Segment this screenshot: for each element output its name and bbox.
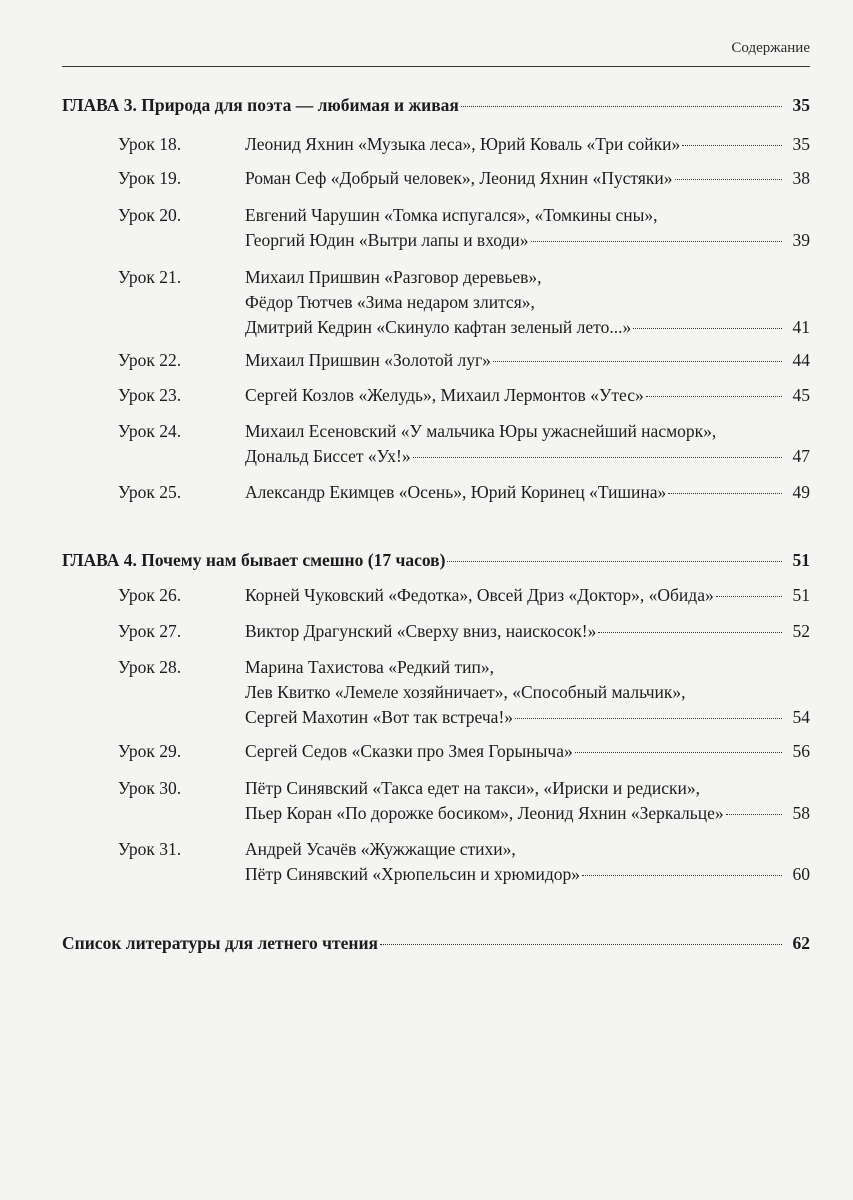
dot-leader bbox=[582, 875, 782, 876]
lesson-title-line: Лев Квитко «Лемеле хозяйничает», «Способный мальчик», bbox=[245, 682, 686, 702]
lesson-number: Урок 26. bbox=[118, 585, 182, 605]
lesson-29-entry[interactable] bbox=[62, 739, 810, 764]
lesson-number: Урок 19. bbox=[118, 168, 182, 188]
page-number: 54 bbox=[792, 707, 810, 727]
lesson-25-entry[interactable] bbox=[62, 480, 810, 505]
dot-leader bbox=[413, 457, 782, 458]
lesson-number: Урок 27. bbox=[118, 621, 182, 641]
lesson-title: Сергей Седов «Сказки про Змея Горыныча» bbox=[245, 741, 573, 761]
lesson-title: Сергей Козлов «Желудь», Михаил Лермонтов «Утес» bbox=[245, 385, 644, 405]
lesson-number: Урок 22. bbox=[118, 350, 182, 370]
lesson-23-entry[interactable] bbox=[62, 383, 810, 408]
page-number: 45 bbox=[792, 385, 810, 405]
lesson-title-line: Георгий Юдин «Вытри лапы и входи» bbox=[245, 230, 529, 250]
lesson-title-line: Пётр Синявский «Хрюпельсин и хрюмидор» bbox=[245, 864, 580, 884]
page-number: 39 bbox=[792, 230, 810, 250]
lesson-27-entry[interactable] bbox=[62, 619, 810, 644]
page-number: 47 bbox=[792, 446, 810, 466]
running-header: Содержание bbox=[731, 40, 810, 56]
lesson-title-line: Пётр Синявский «Такса едет на такси», «Ириски и редиски», bbox=[245, 778, 700, 798]
reading-list-title: Список литературы для летнего чтения bbox=[62, 933, 379, 953]
chapter-title: ГЛАВА 3. Природа для поэта — любимая и живая bbox=[62, 95, 459, 115]
lesson-31-entry[interactable] bbox=[62, 837, 810, 887]
lesson-title: Виктор Драгунский «Сверху вниз, наискосок!» bbox=[245, 621, 597, 641]
lesson-number: Урок 24. bbox=[118, 421, 182, 441]
lesson-title-line: Михаил Пришвин «Разговор деревьев», bbox=[245, 267, 542, 287]
lesson-21-entry[interactable] bbox=[62, 265, 810, 340]
page-number: 38 bbox=[792, 168, 810, 188]
dot-leader bbox=[646, 396, 782, 397]
lesson-title: Александр Екимцев «Осень», Юрий Коринец «Тишина» bbox=[245, 482, 667, 502]
page-number: 44 bbox=[792, 350, 810, 370]
lesson-20-entry[interactable] bbox=[62, 203, 810, 253]
lesson-number: Урок 28. bbox=[118, 657, 182, 677]
lesson-number: Урок 18. bbox=[118, 134, 182, 154]
lesson-title-line: Марина Тахистова «Редкий тип», bbox=[245, 657, 494, 677]
lesson-30-entry[interactable] bbox=[62, 776, 810, 826]
dot-leader bbox=[461, 106, 782, 107]
lesson-24-entry[interactable] bbox=[62, 419, 810, 469]
lesson-title-line: Михаил Есеновский «У мальчика Юры ужаснейший насморк», bbox=[245, 421, 717, 441]
page-number: 35 bbox=[792, 134, 810, 154]
lesson-number: Урок 23. bbox=[118, 385, 182, 405]
page-number: 41 bbox=[792, 317, 810, 337]
dot-leader bbox=[380, 944, 782, 945]
lesson-number: Урок 30. bbox=[118, 778, 182, 798]
lesson-28-entry[interactable] bbox=[62, 655, 810, 730]
page-number: 62 bbox=[792, 933, 810, 953]
dot-leader bbox=[493, 361, 782, 362]
lesson-22-entry[interactable] bbox=[62, 348, 810, 373]
dot-leader bbox=[515, 718, 782, 719]
lesson-19-entry[interactable] bbox=[62, 166, 810, 191]
lesson-title: Корней Чуковский «Федотка», Овсей Дриз «Доктор», «Обида» bbox=[245, 585, 714, 605]
dot-leader bbox=[682, 145, 782, 146]
reading-list-entry[interactable] bbox=[62, 931, 810, 956]
lesson-18-entry[interactable] bbox=[62, 132, 810, 157]
page-number: 60 bbox=[792, 864, 810, 884]
lesson-title-line: Фёдор Тютчев «Зима недаром злится», bbox=[245, 292, 535, 312]
lesson-title: Михаил Пришвин «Золотой луг» bbox=[245, 350, 491, 370]
header-rule bbox=[62, 66, 810, 67]
page-number: 52 bbox=[792, 621, 810, 641]
page-number: 35 bbox=[792, 95, 810, 115]
page-number: 51 bbox=[792, 585, 810, 605]
chapter-4-entry[interactable] bbox=[62, 548, 810, 573]
lesson-title-line: Дмитрий Кедрин «Скинуло кафтан зеленый лето...» bbox=[245, 317, 632, 337]
lesson-title-line: Пьер Коран «По дорожке босиком», Леонид Яхнин «Зеркальце» bbox=[245, 803, 724, 823]
dot-leader bbox=[726, 814, 782, 815]
lesson-title-line: Сергей Махотин «Вот так встреча!» bbox=[245, 707, 514, 727]
chapter-title: ГЛАВА 4. Почему нам бывает смешно (17 часов) bbox=[62, 550, 446, 570]
page-number: 58 bbox=[792, 803, 810, 823]
lesson-number: Урок 20. bbox=[118, 205, 182, 225]
dot-leader bbox=[447, 561, 782, 562]
lesson-26-entry[interactable] bbox=[62, 583, 810, 608]
dot-leader bbox=[633, 328, 782, 329]
dot-leader bbox=[716, 596, 782, 597]
lesson-number: Урок 25. bbox=[118, 482, 182, 502]
page-number: 51 bbox=[792, 550, 810, 570]
dot-leader bbox=[531, 241, 782, 242]
lesson-title-line: Дональд Биссет «Ух!» bbox=[245, 446, 411, 466]
dot-leader bbox=[668, 493, 782, 494]
lesson-title: Леонид Яхнин «Музыка леса», Юрий Коваль «Три сойки» bbox=[245, 134, 681, 154]
lesson-number: Урок 29. bbox=[118, 741, 182, 761]
chapter-3-entry[interactable] bbox=[62, 93, 810, 118]
lesson-title-line: Андрей Усачёв «Жужжащие стихи», bbox=[245, 839, 516, 859]
page-number: 56 bbox=[792, 741, 810, 761]
dot-leader bbox=[598, 632, 782, 633]
page-number: 49 bbox=[792, 482, 810, 502]
dot-leader bbox=[575, 752, 782, 753]
lesson-number: Урок 21. bbox=[118, 267, 182, 287]
lesson-title-line: Евгений Чарушин «Томка испугался», «Томкины сны», bbox=[245, 205, 658, 225]
dot-leader bbox=[675, 179, 783, 180]
lesson-number: Урок 31. bbox=[118, 839, 182, 859]
lesson-title: Роман Сеф «Добрый человек», Леонид Яхнин «Пустяки» bbox=[245, 168, 673, 188]
